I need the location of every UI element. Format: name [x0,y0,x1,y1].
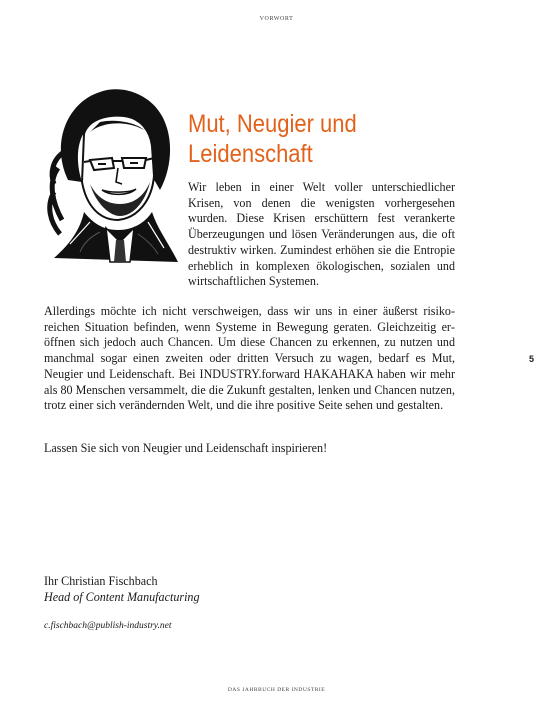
title-line-2: Leidenschaft [188,140,313,168]
intro-paragraph: Wir leben in einer Welt voller unterschiedlicher Krisen, von denen die wenigsten vorhergesehen wurden. Diese Krisen erschüttern fest verankerte Überzeugungen und lösen Veränderungen aus, die oft destruktiv wirken. Zumindest erhöhen sie die Entropie erheblich in komplexen ökologischen, sozialen und wirtschaftlichen Systemen. [188,180,455,289]
article-title [188,109,452,169]
body-paragraph-1: Allerdings möchte ich nicht verschweigen, dass wir uns in einer äußerst risikoreichen Situation befinden, wenn Systeme in Bewegung geraten. Gleichzeitig eröffnen sich jedoch auch Chancen. Um diese Chancen zu erkennen, zu nutzen und manchmal sogar einen zweiten oder dritten Versuch zu wagen, bedarf es Mut, Neugier und Leidenschaft. Bei INDUSTRY.forward HAKAHAKA haben wir mehr als 80 Menschen versammelt, die die Zukunft gestalten, lenken und Chancen nutzen, trotz einer sich verändernden Welt, und die ihre positive Seite sehen und gestalten. [44,304,455,413]
page-number: 5 [529,354,535,364]
section-header: VORWORT [259,16,294,22]
publication-footer: DAS JAHRBUCH DER INDUSTRIE [227,687,326,693]
body-paragraph-2: Lassen Sie sich von Neugier und Leidenschaft inspirieren! [44,441,328,455]
author-portrait [40,72,190,272]
signature-role: Head of Content Manufacturing [44,590,200,604]
signature-name: Ihr Christian Fischbach [44,574,158,588]
title-line-1: Mut, Neugier und [188,110,357,138]
signature-email[interactable]: c.fischbach@publish-industry.net [44,621,172,631]
